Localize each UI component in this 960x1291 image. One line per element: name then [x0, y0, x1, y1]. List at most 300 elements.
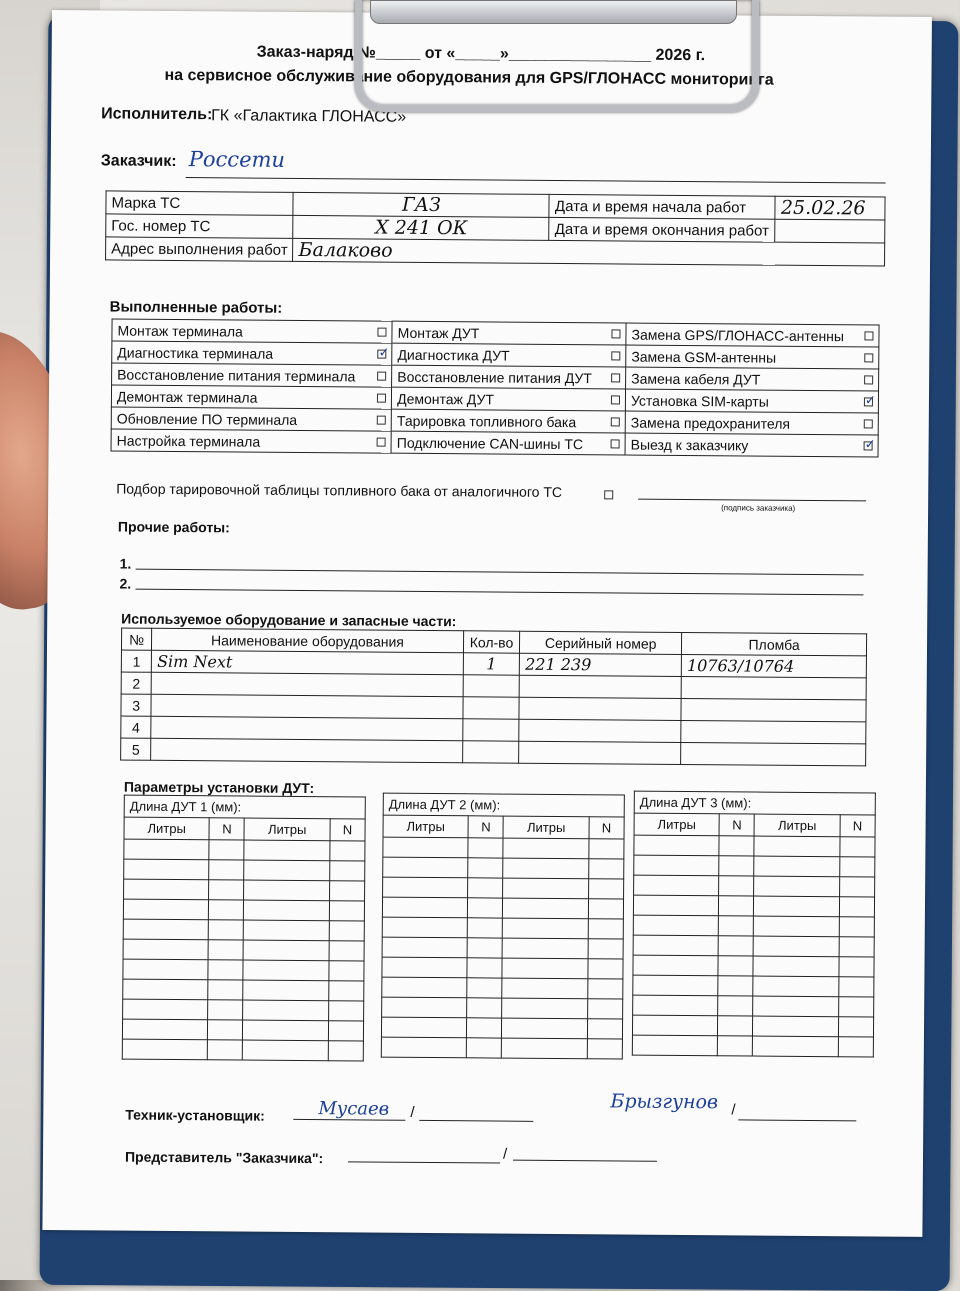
dut-cell[interactable]: [634, 855, 719, 876]
work-item: [112, 341, 392, 365]
tech-sign-1: Мусаев: [318, 1098, 390, 1120]
work-item: [111, 429, 391, 453]
dut-cell[interactable]: [753, 996, 838, 1017]
dut-cell[interactable]: [633, 955, 718, 976]
dut-header: Литры: [383, 815, 468, 838]
dut-cell[interactable]: [754, 856, 839, 877]
dut-cell[interactable]: [839, 957, 874, 977]
signature-caption: (подпись заказчика): [721, 503, 796, 513]
equipment-header: Серийный номер: [520, 631, 682, 654]
dut-cell[interactable]: [208, 940, 243, 960]
dut-row: [383, 857, 624, 879]
equipment-header: Кол-во: [463, 631, 520, 653]
dut-cell[interactable]: [503, 938, 588, 959]
equipment-cell[interactable]: [151, 694, 463, 718]
dut-cell[interactable]: [329, 921, 364, 941]
equipment-cell[interactable]: [463, 675, 520, 697]
dut-header: Литры: [124, 817, 209, 840]
calibration-checkbox[interactable]: [604, 490, 613, 499]
work-item: [392, 365, 626, 389]
dut-cell[interactable]: [633, 895, 718, 916]
dut-row: [633, 915, 874, 937]
dut-cell[interactable]: [718, 936, 753, 956]
dut-cell[interactable]: [381, 1017, 466, 1038]
equipment-cell[interactable]: [681, 676, 866, 699]
dut-cell[interactable]: [587, 999, 622, 1019]
dut-cell[interactable]: [588, 939, 623, 959]
dut-cell[interactable]: [468, 878, 503, 898]
dut-cell[interactable]: [468, 858, 503, 878]
dut-cell[interactable]: [209, 900, 244, 920]
equipment-cell[interactable]: [519, 675, 681, 698]
dut-header: N: [209, 818, 244, 840]
clipboard-clip-bar: [370, 0, 737, 24]
dut-row: [383, 877, 624, 899]
customer-line: [186, 177, 886, 183]
work-item-checkbox[interactable]: [864, 353, 873, 362]
dut-cell[interactable]: [329, 901, 364, 921]
work-order-sheet: [42, 10, 932, 1237]
rep-slash: /: [502, 1145, 508, 1163]
dut-cell[interactable]: [124, 839, 209, 860]
equipment-cell: 1: [121, 650, 151, 672]
equipment-cell[interactable]: 10763/10764: [681, 654, 866, 677]
header-line-2: на сервисное обслуживание оборудования для GPS/ГЛОНАСС мониторинга: [164, 66, 774, 89]
start-value: 25.02.26: [775, 196, 885, 220]
dut-cell[interactable]: [382, 897, 467, 918]
work-item: [392, 343, 626, 367]
dut-row: [381, 1017, 622, 1039]
dut-cell[interactable]: [719, 876, 754, 896]
work-item-checkbox[interactable]: [378, 328, 387, 337]
dut-cell[interactable]: [718, 956, 753, 976]
dut-cell[interactable]: [589, 839, 624, 859]
dut-cell[interactable]: [467, 938, 502, 958]
equipment-table: [120, 628, 867, 767]
dut-cell[interactable]: [123, 939, 208, 960]
dut-cell[interactable]: [209, 880, 244, 900]
equipment-cell[interactable]: 221 239: [520, 653, 682, 676]
dut-cell[interactable]: [718, 1036, 753, 1056]
work-item-label: Монтаж ДУТ: [397, 324, 480, 341]
dut-cell[interactable]: [502, 958, 587, 979]
work-item: [625, 433, 878, 457]
work-item-label: Демонтаж ДУТ: [397, 390, 495, 407]
dut-cell[interactable]: [209, 860, 244, 880]
dut-cell[interactable]: [719, 856, 754, 876]
dut-cell[interactable]: [718, 916, 753, 936]
dut-cell[interactable]: [382, 917, 467, 938]
tech-slash: /: [410, 1103, 415, 1121]
dut-row: [633, 995, 874, 1017]
dut-row: [634, 875, 875, 897]
work-item: [392, 387, 626, 411]
work-item: [626, 323, 879, 347]
work-item: [392, 321, 626, 345]
dut-cell[interactable]: [330, 841, 365, 861]
dut-cell[interactable]: [839, 877, 874, 897]
work-item-label: Демонтаж терминала: [116, 388, 258, 406]
dut-cell[interactable]: [123, 959, 208, 980]
vehicle-table: [105, 190, 886, 266]
dut-cell[interactable]: [243, 960, 328, 981]
dut-cell[interactable]: [382, 997, 467, 1018]
plate-label: Гос. номер ТС: [106, 214, 294, 238]
end-value: [775, 219, 885, 243]
work-item-label: Диагностика ДУТ: [397, 346, 510, 364]
work-item: [391, 431, 625, 455]
work-item-checkbox[interactable]: [611, 351, 620, 360]
dut-cell[interactable]: [244, 920, 329, 941]
dut-row: [123, 919, 364, 941]
dut-header: N: [330, 819, 365, 841]
dut-cell[interactable]: [503, 838, 588, 859]
dut-cell[interactable]: [244, 940, 329, 961]
dut-header: Литры: [755, 814, 840, 837]
dut-cell[interactable]: [467, 958, 502, 978]
dut-header: Литры: [244, 818, 329, 841]
work-item-label: Подключение CAN-шины ТС: [396, 434, 584, 452]
dut-cell[interactable]: [588, 879, 623, 899]
executor-value: ГК «Галактика ГЛОНАСС»: [211, 107, 407, 126]
dut-cell[interactable]: [124, 859, 209, 880]
plate-value: Х 241 ОК: [293, 215, 549, 240]
work-item: [112, 363, 392, 387]
dut-cell[interactable]: [587, 979, 622, 999]
work-item-checkbox[interactable]: [611, 417, 620, 426]
work-item: [112, 319, 392, 343]
dut-cell[interactable]: [209, 840, 244, 860]
dut-cell[interactable]: [839, 857, 874, 877]
tech-slash-2: /: [731, 1101, 736, 1119]
dut-cell[interactable]: [123, 999, 208, 1020]
dut-cell[interactable]: [383, 837, 468, 858]
dut-cell[interactable]: [588, 959, 623, 979]
dut-cell[interactable]: [587, 1039, 622, 1059]
dut-cell[interactable]: [244, 880, 329, 901]
equipment-cell[interactable]: 1: [463, 653, 520, 675]
dut-cell[interactable]: [718, 996, 753, 1016]
dut-cell[interactable]: [328, 1041, 363, 1061]
brand-value: ГАЗ: [293, 192, 549, 217]
dut-cell[interactable]: [754, 916, 839, 937]
end-label: Дата и время окончания работ: [549, 217, 775, 242]
dut-row: [633, 955, 874, 977]
dut-cell[interactable]: [754, 876, 839, 897]
dut-cell[interactable]: [467, 978, 502, 998]
dut-cell[interactable]: [588, 859, 623, 879]
dut-cell[interactable]: [839, 897, 874, 917]
rep-line-2: [513, 1160, 657, 1162]
works-title: Выполненные работы:: [109, 298, 283, 317]
equipment-cell[interactable]: [151, 716, 463, 740]
dut-cell[interactable]: [467, 1038, 502, 1058]
equipment-cell[interactable]: [463, 697, 520, 719]
dut-cell[interactable]: [328, 981, 363, 1001]
equipment-cell[interactable]: [681, 720, 866, 743]
dut-cell[interactable]: [719, 896, 754, 916]
dut-row: [634, 855, 875, 877]
other-2-line[interactable]: [135, 589, 863, 596]
dut-cell[interactable]: [382, 957, 467, 978]
work-item-label: Замена кабеля ДУТ: [631, 370, 761, 388]
dut-cell[interactable]: [502, 1038, 587, 1059]
dut-cell[interactable]: [632, 1015, 717, 1036]
dut-row: [123, 939, 364, 961]
dut-cell[interactable]: [123, 919, 208, 940]
dut-cell[interactable]: [839, 977, 874, 997]
dut-cell[interactable]: [381, 1037, 466, 1058]
work-item-label: Замена GSM-антенны: [631, 348, 777, 366]
dut-cell[interactable]: [244, 900, 329, 921]
dut-cell[interactable]: [383, 877, 468, 898]
dut-cell[interactable]: [588, 919, 623, 939]
work-item-checkbox[interactable]: [377, 394, 386, 403]
dut-cell[interactable]: [754, 936, 839, 957]
dut-row: [634, 835, 875, 857]
work-item-checkbox[interactable]: [864, 397, 873, 406]
dut-row: [382, 977, 623, 999]
equipment-cell[interactable]: Sim Next: [152, 650, 464, 674]
brand-label: Марка ТС: [106, 191, 294, 215]
equipment-cell: 3: [121, 694, 151, 716]
dut-cell[interactable]: [838, 1017, 873, 1037]
dut-cell[interactable]: [503, 898, 588, 919]
dut-cell[interactable]: [840, 837, 875, 857]
other-2-num: 2.: [119, 575, 132, 592]
dut-cell[interactable]: [754, 896, 839, 917]
dut-cell[interactable]: [208, 960, 243, 980]
dut-row: [382, 937, 623, 959]
dut-cell[interactable]: [753, 1036, 838, 1057]
dut-cell[interactable]: [123, 979, 208, 1000]
executor-label: Исполнитель:: [101, 105, 213, 124]
other-1-num: 1.: [119, 555, 132, 572]
work-item-label: Выезд к заказчику: [630, 436, 749, 453]
dut-cell[interactable]: [634, 835, 719, 856]
dut-cell[interactable]: [467, 918, 502, 938]
dut-cell[interactable]: [838, 1037, 873, 1057]
dut-row: [633, 935, 874, 957]
work-item-checkbox[interactable]: [377, 350, 386, 359]
work-item-label: Замена предохранителя: [630, 414, 791, 432]
dut-cell[interactable]: [839, 937, 874, 957]
dut-cell[interactable]: [838, 997, 873, 1017]
work-item-checkbox[interactable]: [377, 438, 386, 447]
dut-cell[interactable]: [502, 998, 587, 1019]
dut-cell[interactable]: [382, 977, 467, 998]
work-item-label: Тарировка топливного бака: [396, 412, 577, 430]
tech-sign-2: Брызгунов: [610, 1090, 719, 1114]
address-value: Балаково: [293, 238, 885, 266]
dut-cell[interactable]: [633, 995, 718, 1016]
dut-cell[interactable]: [329, 861, 364, 881]
dut-table-title: Длина ДУТ 1 (мм):: [124, 795, 365, 819]
dut-row: [382, 917, 623, 939]
tech-line-2: [419, 1120, 533, 1122]
dut-cell[interactable]: [468, 838, 503, 858]
equipment-cell[interactable]: [681, 698, 866, 721]
dut-row: [122, 1019, 363, 1041]
dut-cell[interactable]: [208, 920, 243, 940]
dut-cell[interactable]: [243, 1000, 328, 1021]
dut-cell[interactable]: [243, 1020, 328, 1041]
equipment-cell: 5: [121, 738, 151, 760]
work-item-checkbox[interactable]: [864, 419, 873, 428]
work-item-checkbox[interactable]: [611, 373, 620, 382]
equipment-cell[interactable]: [462, 741, 519, 763]
dut-header: N: [840, 815, 875, 837]
work-item-checkbox[interactable]: [864, 331, 873, 340]
dut-cell[interactable]: [467, 998, 502, 1018]
work-item-checkbox[interactable]: [377, 416, 386, 425]
work-item-label: Настройка терминала: [116, 432, 261, 450]
dut-cell[interactable]: [587, 1019, 622, 1039]
dut-cell[interactable]: [633, 915, 718, 936]
equipment-cell: 4: [121, 716, 151, 738]
rep-line-1: [348, 1161, 500, 1163]
dut-row: [632, 1035, 873, 1057]
dut-cell[interactable]: [502, 978, 587, 999]
dut-cell[interactable]: [632, 1035, 717, 1056]
dut-cell[interactable]: [243, 980, 328, 1001]
dut-cell[interactable]: [123, 899, 208, 920]
dut-cell[interactable]: [124, 879, 209, 900]
equipment-cell[interactable]: [519, 697, 681, 720]
dut-cell[interactable]: [753, 976, 838, 997]
dut-cell[interactable]: [753, 1016, 838, 1037]
dut-row: [124, 879, 365, 901]
work-item-checkbox[interactable]: [612, 329, 621, 338]
equipment-cell[interactable]: [519, 741, 681, 764]
dut-row: [633, 895, 874, 917]
dut-header: N: [719, 814, 754, 836]
work-item: [111, 407, 391, 431]
dut-cell[interactable]: [503, 878, 588, 899]
dut-title: Параметры установки ДУТ:: [123, 778, 315, 797]
dut-cell[interactable]: [244, 860, 329, 881]
rep-label: Представитель "Заказчика":: [124, 1148, 324, 1167]
dut-header: Литры: [634, 813, 719, 836]
dut-table-2: [381, 793, 625, 1060]
customer-label: Заказчик:: [100, 152, 177, 170]
dut-cell[interactable]: [839, 917, 874, 937]
work-item-checkbox[interactable]: [864, 441, 873, 450]
dut-cell[interactable]: [208, 980, 243, 1000]
equipment-cell[interactable]: [151, 672, 463, 696]
dut-cell[interactable]: [468, 898, 503, 918]
address-label: Адрес выполнения работ: [106, 237, 294, 261]
header-line-1: Заказ-наряд №_____ от «_____»________________ 2026 г.: [256, 43, 706, 65]
tech-line-3: [738, 1119, 856, 1121]
work-item: [391, 409, 625, 433]
dut-table-title: Длина ДУТ 3 (мм):: [634, 791, 875, 815]
dut-row: [122, 1039, 363, 1061]
equipment-cell[interactable]: [681, 742, 866, 765]
dut-cell[interactable]: [502, 1018, 587, 1039]
dut-table-3: [632, 791, 876, 1058]
dut-row: [382, 897, 623, 919]
works-table: [111, 318, 880, 457]
dut-cell[interactable]: [208, 1020, 243, 1040]
work-item-label: Замена GPS/ГЛОНАСС-антенны: [631, 326, 845, 344]
equipment-cell[interactable]: [462, 719, 519, 741]
dut-row: [633, 975, 874, 997]
work-item-label: Диагностика терминала: [117, 344, 274, 362]
work-item-label: Монтаж терминала: [117, 322, 243, 340]
customer-value: Россети: [188, 147, 286, 172]
equipment-title: Используемое оборудование и запасные части:: [121, 610, 457, 630]
dut-row: [632, 1015, 873, 1037]
dut-cell[interactable]: [122, 1019, 207, 1040]
dut-cell[interactable]: [122, 1039, 207, 1060]
work-item-label: Восстановление питания ДУТ: [397, 368, 592, 386]
equipment-header: Наименование оборудования: [152, 628, 464, 652]
table-row: [121, 738, 866, 766]
dut-cell[interactable]: [382, 937, 467, 958]
work-item-label: Установка SIM-карты: [630, 392, 769, 410]
dut-cell[interactable]: [503, 918, 588, 939]
dut-cell[interactable]: [243, 1040, 328, 1061]
dut-row: [123, 959, 364, 981]
work-item-label: Восстановление питания терминала: [117, 366, 356, 384]
dut-cell[interactable]: [634, 875, 719, 896]
dut-cell[interactable]: [753, 956, 838, 977]
dut-cell[interactable]: [719, 836, 754, 856]
dut-cell[interactable]: [467, 1018, 502, 1038]
dut-row: [123, 899, 364, 921]
equipment-cell: 2: [121, 672, 151, 694]
other-1-line[interactable]: [136, 569, 864, 576]
dut-row: [382, 957, 623, 979]
dut-cell[interactable]: [718, 1016, 753, 1036]
equipment-cell[interactable]: [519, 719, 681, 742]
dut-cell[interactable]: [633, 975, 718, 996]
dut-cell[interactable]: [383, 857, 468, 878]
dut-cell[interactable]: [208, 1000, 243, 1020]
dut-cell[interactable]: [328, 1001, 363, 1021]
dut-row: [123, 979, 364, 1001]
equipment-cell[interactable]: [151, 738, 463, 762]
work-item-checkbox[interactable]: [377, 372, 386, 381]
work-item-checkbox[interactable]: [611, 439, 620, 448]
dut-cell[interactable]: [754, 836, 839, 857]
dut-cell[interactable]: [503, 858, 588, 879]
dut-cell[interactable]: [329, 941, 364, 961]
dut-cell[interactable]: [329, 961, 364, 981]
equipment-header: Пломба: [682, 632, 867, 655]
dut-cell[interactable]: [328, 1021, 363, 1041]
work-item: [111, 385, 391, 409]
work-item-checkbox[interactable]: [611, 395, 620, 404]
dut-cell[interactable]: [588, 899, 623, 919]
dut-cell[interactable]: [329, 881, 364, 901]
work-item: [626, 345, 879, 369]
dut-cell[interactable]: [718, 976, 753, 996]
dut-row: [124, 839, 365, 861]
dut-row: [382, 997, 623, 1019]
dut-row: [383, 837, 624, 859]
other-title: Прочие работы:: [117, 518, 230, 536]
dut-cell[interactable]: [244, 840, 329, 861]
equipment-header: №: [121, 628, 151, 650]
dut-cell[interactable]: [208, 1040, 243, 1060]
work-item-checkbox[interactable]: [864, 375, 873, 384]
tech-label: Техник-установщик:: [125, 1106, 265, 1124]
dut-cell[interactable]: [633, 935, 718, 956]
dut-row: [123, 999, 364, 1021]
dut-row: [381, 1037, 622, 1059]
